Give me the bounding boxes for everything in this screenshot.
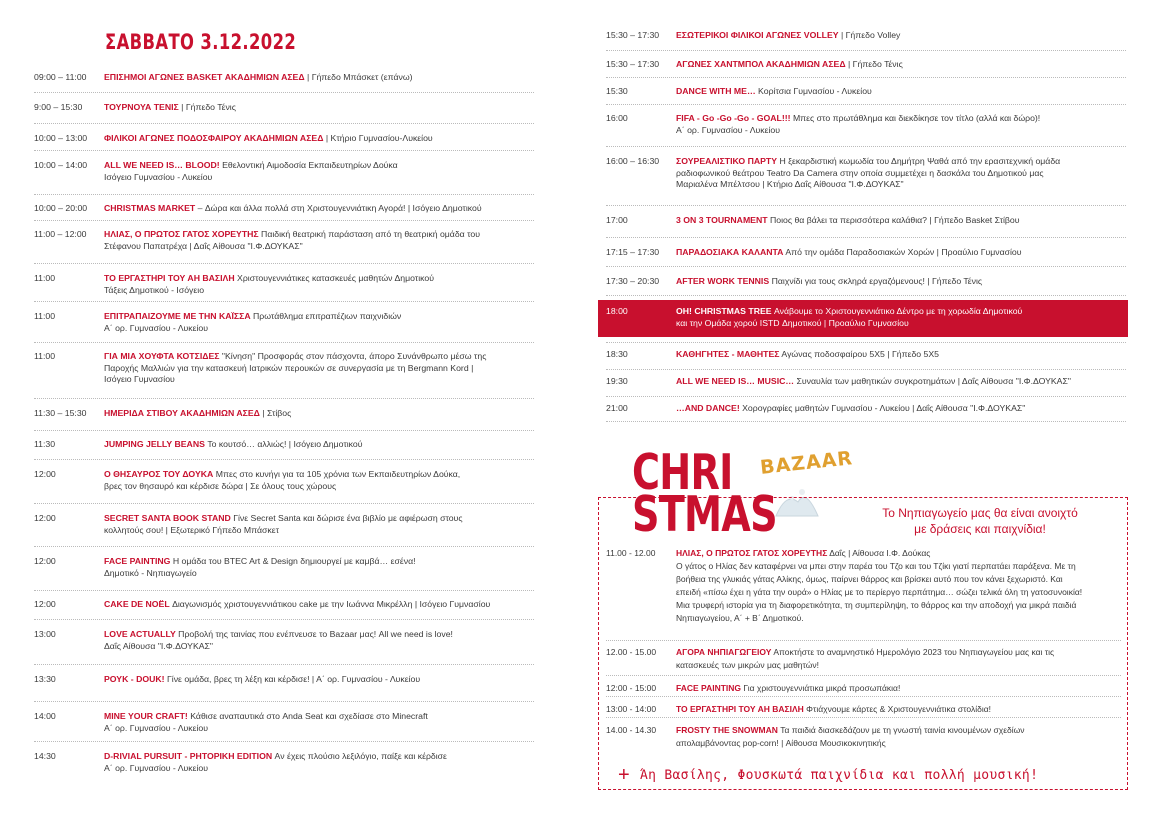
- event-detail: επειδή «πίσω έχει η γάτα την ουρά» ο Ηλίας με το περίεργο περπάτημα… σώζει τελικά όλη τη γατοσυνοικία!: [676, 587, 1083, 597]
- event-body: [104, 311, 401, 334]
- row-separator: [606, 717, 1121, 718]
- event-time: 16:00: [606, 113, 628, 123]
- event-detail: βρες τον θησαυρό και κέρδισε δώρα | Σε όλους τους χώρους: [104, 480, 337, 491]
- row-separator: [34, 741, 534, 742]
- event-desc: | Γήπεδο Μπάσκετ (επάνω): [304, 72, 413, 82]
- event-time: 14:30: [34, 751, 56, 761]
- event-desc: Γίνε ομάδα, βρες τη λέξη και κέρδισε! | Α΄ ορ. Γυμνασίου - Λυκείου: [164, 674, 421, 684]
- event-body: [676, 724, 1025, 750]
- row-separator: [606, 421, 1126, 422]
- event-desc: Αποκτήστε το αναμνηστικό Ημερολόγιο 2023 του Νηπιαγωγείου μας και τις: [771, 647, 1055, 657]
- event-line: [676, 682, 900, 695]
- event-time: 15:30 – 17:30: [606, 59, 660, 69]
- event-line: [676, 86, 872, 98]
- row-separator: [34, 664, 534, 665]
- row-separator: [606, 237, 1126, 238]
- event-detail: Μαριαλένα Μπέλτσου | Κτήριο Δαΐς Αίθουσα "Ι.Φ.ΔΟΥΚΑΣ": [676, 179, 904, 189]
- event-title: ΗΛΙΑΣ, Ο ΠΡΩΤΟΣ ΓΑΤΟΣ ΧΟΡΕΥΤΗΣ: [676, 548, 828, 558]
- event-desc: – Δώρα και άλλα πολλά στη Χριστουγεννιάτικη Αγορά! | Ισόγειο Δημοτικού: [195, 203, 482, 213]
- event-title: ΤΟΥΡΝΟΥΑ ΤΕΝΙΣ: [104, 102, 179, 112]
- event-time: 17:15 – 17:30: [606, 247, 660, 257]
- event-line: [676, 376, 1071, 388]
- row-separator: [606, 675, 1121, 676]
- event-body: [104, 273, 434, 296]
- event-line: [676, 59, 903, 71]
- event-title: ΕΠΙΤΡΑΠΑΙΖΟΥΜΕ ΜΕ ΤΗΝ ΚΑΪΣΣΑ: [104, 311, 251, 321]
- event-detail: Ισόγειο Γυμνασίου - Λυκείου: [104, 171, 213, 182]
- event-desc: Για χριστουγεννιάτικα μικρά προσωπάκια!: [741, 683, 901, 693]
- event-desc: Ανάβουμε το Χριστουγεννιάτικο Δέντρο με τη χορωδία Δημοτικού: [771, 306, 1023, 316]
- event-desc: | Στίβος: [259, 408, 292, 418]
- christmas-logo-chri: CHRI: [632, 444, 733, 501]
- row-separator: [34, 430, 534, 431]
- row-separator: [34, 342, 534, 343]
- event-body: [676, 215, 1020, 227]
- row-separator: [34, 123, 534, 124]
- event-line: [676, 276, 982, 288]
- event-title: AFTER WORK TENNIS: [676, 276, 770, 286]
- row-separator: [606, 146, 1126, 147]
- event-line: [104, 556, 416, 568]
- event-time: 14.00 - 14.30: [606, 725, 657, 735]
- event-body: [676, 403, 1025, 415]
- event-title: ΠΑΡΑΔΟΣΙΑΚΑ ΚΑΛΑΝΤΑ: [676, 247, 784, 257]
- event-title: D-RIVIAL PURSUIT - ΡΗΤΟΡΙΚΗ EDITION: [104, 751, 273, 761]
- event-time: 12:00: [34, 513, 56, 523]
- event-detail: Α΄ ορ. Γυμνασίου - Λυκείου: [104, 722, 209, 733]
- row-separator: [606, 342, 1126, 343]
- row-separator: [606, 640, 1121, 641]
- event-desc: Πρωτάθλημα επιτραπέζιων παιχνιδιών: [250, 311, 402, 321]
- event-line: [104, 102, 236, 114]
- event-title: MINE YOUR CRAFT!: [104, 711, 188, 721]
- event-line: [676, 306, 1022, 318]
- event-line: [104, 599, 490, 611]
- event-line: [676, 724, 1025, 737]
- event-time: 15:30 – 17:30: [606, 30, 660, 40]
- event-line: [676, 247, 1021, 259]
- event-line: [676, 349, 939, 361]
- kindergarten-footer-text: Άη Βασίλης, Φουσκωτά παιχνίδια και πολλή μουσική!: [639, 768, 1039, 783]
- event-desc: Τα παιδιά διασκεδάζουν με τη γνωστή ταινία κινουμένων σχεδίων: [777, 725, 1025, 735]
- event-body: [104, 629, 453, 652]
- row-separator: [34, 590, 534, 591]
- event-detail: κολλητούς σου! | Εξωτερικό Γήπεδο Μπάσκετ: [104, 524, 280, 535]
- event-time: 11:30: [34, 439, 56, 449]
- event-detail: ραδιοφωνικού θεάτρου Teatro Da Camera στην οποία συμμετέχει η δασκάλα του Δημοτικού μας: [676, 167, 1044, 178]
- event-body: [104, 751, 447, 774]
- event-title: ΡΟΥΚ - DOUK!: [104, 674, 165, 684]
- event-line: [104, 439, 363, 451]
- row-separator: [606, 50, 1126, 51]
- event-title: JUMPING JELLY BEANS: [104, 439, 205, 449]
- event-desc: | Γήπεδο Volley: [838, 30, 901, 40]
- event-body: [104, 351, 486, 386]
- event-detail: Νηπιαγωγείου, Α΄ + Β΄ Δημοτικού.: [676, 613, 804, 623]
- event-time: 11:30 – 15:30: [34, 408, 87, 418]
- event-desc: Χριστουγεννιάτικες κατασκευές μαθητών Δημοτικού: [234, 273, 434, 283]
- event-desc: Γίνε Secret Santa και δώρισε ένα βιβλίο με αφιέρωση στους: [230, 513, 463, 523]
- event-title: ΗΛΙΑΣ, Ο ΠΡΩΤΟΣ ΓΑΤΟΣ ΧΟΡΕΥΤΗΣ: [104, 229, 259, 239]
- event-body: [104, 556, 416, 579]
- event-desc: Διαγωνισμός χριστουγεννιάτικου cake με την Ιωάννα Μικρέλλη | Ισόγειο Γυμνασίου: [169, 599, 491, 609]
- event-time: 9:00 – 15:30: [34, 102, 83, 112]
- event-title: ΤΟ ΕΡΓΑΣΤΗΡΙ ΤΟΥ ΑΗ ΒΑΣΙΛΗ: [676, 704, 804, 714]
- row-separator: [34, 619, 534, 620]
- event-line: [104, 751, 447, 763]
- event-line: [676, 403, 1025, 415]
- event-time: 18:30: [606, 349, 628, 359]
- row-separator: [606, 266, 1126, 267]
- event-title: ΗΜΕΡΙΔΑ ΣΤΙΒΟΥ ΑΚΑΔΗΜΙΩΝ ΑΣΕΔ: [104, 408, 260, 418]
- event-title: ALL WE NEED IS… BLOOD!: [104, 160, 220, 170]
- event-time: 10:00 – 20:00: [34, 203, 88, 213]
- event-time: 18:00: [606, 306, 628, 316]
- event-title: FROSTY THE SNOWMAN: [676, 725, 778, 735]
- event-time: 19:30: [606, 376, 628, 386]
- event-desc: Η ομάδα του BTEC Art & Design δημιουργεί με καμβά… εσένα!: [170, 556, 416, 566]
- row-separator: [606, 205, 1126, 206]
- event-title: DANCE WITH ME…: [676, 86, 756, 96]
- event-body: [676, 306, 1022, 329]
- row-separator: [34, 503, 534, 504]
- event-body: [676, 682, 900, 695]
- event-desc: Παιχνίδι για τους σκληρά εργαζόμενους! | Γήπεδο Τένις: [769, 276, 983, 286]
- event-body: [104, 203, 482, 215]
- event-desc: Χορογραφίες μαθητών Γυμνασίου - Λυκείου | Δαΐς Αίθουσα "Ι.Φ.ΔΟΥΚΑΣ": [739, 403, 1026, 413]
- event-desc: Δαΐς | Αίθουσα Ι.Φ. Δούκας: [827, 548, 931, 558]
- event-time: 14:00: [34, 711, 56, 721]
- event-title: SECRET SANTA BOOK STAND: [104, 513, 231, 523]
- event-body: [676, 30, 900, 42]
- event-desc: Το κουτσό… αλλιώς! | Ισόγειο Δημοτικού: [204, 439, 363, 449]
- event-time: 16:00 – 16:30: [606, 156, 660, 166]
- event-desc: Από την ομάδα Παραδοσιακών Χορών | Προαύλιο Γυμνασίου: [783, 247, 1022, 257]
- event-detail: Α΄ ορ. Γυμνασίου - Λυκείου: [104, 322, 209, 333]
- row-separator: [606, 369, 1126, 370]
- row-separator: [606, 77, 1126, 78]
- highlight-event: [598, 300, 1128, 337]
- row-separator: [34, 701, 534, 702]
- event-time: 12:00: [34, 469, 56, 479]
- event-detail: Παροχής Μαλλιών για την κατασκευή Ιατρικών περουκών σε συνεργασία με τη Bergmann Kord |: [104, 362, 474, 373]
- event-line: [676, 215, 1020, 227]
- event-body: [676, 349, 939, 361]
- kindergarten-heading: [845, 505, 1115, 537]
- event-detail: και την Ομάδα χορού ISTD Δημοτικού | Προαύλιο Γυμνασίου: [676, 317, 909, 328]
- event-body: [104, 439, 363, 451]
- event-line: [104, 408, 291, 420]
- event-desc: Μπες στο πρωτάθλημα και διεκδίκησε τον τίτλο (αλλά και δώρο)!: [790, 113, 1041, 123]
- event-detail: Ισόγειο Γυμνασίου: [104, 374, 175, 384]
- kindergarten-footer: [618, 764, 1038, 787]
- event-body: [104, 102, 236, 114]
- event-line: [104, 513, 463, 525]
- event-title: ΓΙΑ ΜΙΑ ΧΟΥΦΤΑ ΚΟΤΣΙΔΕΣ: [104, 351, 220, 361]
- event-time: 09:00 – 11:00: [34, 72, 87, 82]
- event-time: 10:00 – 14:00: [34, 160, 88, 170]
- event-body: [104, 160, 398, 183]
- event-body: [676, 376, 1071, 388]
- event-body: [104, 229, 480, 252]
- event-line: [676, 156, 1060, 168]
- event-title: ΣΟΥΡΕΑΛΙΣΤΙΚΟ ΠΑΡΤΥ: [676, 156, 778, 166]
- event-body: [676, 703, 991, 716]
- event-line: [104, 351, 486, 363]
- event-body: [676, 646, 1054, 672]
- event-detail: βοήθεια της γλυκιάς γάτας Αλίκης, όμως, παίρνει θάρρος και βρίσκει αυτό που τον κάνει ξεχωριστό. Και: [676, 574, 1063, 584]
- event-title: …AND DANCE!: [676, 403, 740, 413]
- row-separator: [34, 220, 534, 221]
- event-line: [104, 674, 420, 686]
- event-time: 12.00 - 15.00: [606, 647, 657, 657]
- row-separator: [34, 459, 534, 460]
- event-time: 21:00: [606, 403, 628, 413]
- bazaar-logo-text: BAZAAR: [759, 447, 854, 479]
- plus-icon: +: [618, 764, 630, 786]
- event-desc: Εθελοντική Αιμοδοσία Εκπαιδευτηρίων Δούκα: [219, 160, 398, 170]
- event-title: ΑΓΩΝΕΣ ΧΑΝΤΜΠΟΛ ΑΚΑΔΗΜΙΩΝ ΑΣΕΔ: [676, 59, 846, 69]
- event-desc: Προβολή της ταινίας που ενέπνευσε το Bazaar μας! All we need is love!: [175, 629, 453, 639]
- event-title: CAKE DE NOËL: [104, 599, 170, 609]
- event-title: LOVE ACTUALLY: [104, 629, 176, 639]
- event-body: [676, 547, 1082, 625]
- event-body: [104, 513, 463, 536]
- event-line: [104, 273, 434, 285]
- event-time: 11:00: [34, 311, 56, 321]
- event-line: [676, 30, 900, 42]
- event-desc: Μπες στο κυνήγι για τα 105 χρόνια των Εκπαιδευτηρίων Δούκα,: [213, 469, 461, 479]
- event-desc: Ποιος θα βάλει τα περισσότερα καλάθια? | Γήπεδο Basket Στίβου: [767, 215, 1020, 225]
- event-desc: Συναυλία των μαθητικών συγκροτημάτων | Δαΐς Αίθουσα "Ι.Φ.ΔΟΥΚΑΣ": [794, 376, 1071, 386]
- row-separator: [34, 263, 534, 264]
- event-desc: Η ξεκαρδιστική κωμωδία του Δημήτρη Ψαθά από την ερασιτεχνική ομάδα: [777, 156, 1061, 166]
- event-body: [676, 86, 872, 98]
- event-line: [104, 629, 453, 641]
- event-time: 13:00: [34, 629, 56, 639]
- event-time: 10:00 – 13:00: [34, 133, 88, 143]
- event-body: [104, 469, 460, 492]
- event-desc: Παιδική θεατρική παράσταση από τη θεατρική ομάδα του: [258, 229, 480, 239]
- row-separator: [606, 104, 1126, 105]
- event-detail: Α΄ ορ. Γυμνασίου - Λυκείου: [676, 124, 781, 135]
- event-time: 12:00: [34, 599, 56, 609]
- event-time: 17:30 – 20:30: [606, 276, 660, 286]
- event-detail: Μια τρυφερή ιστορία για τη διαφορετικότητα, τη συμπερίληψη, το θάρρος και την αποδοχή για μικρά παιδιά: [676, 600, 1077, 610]
- page-title: ΣΑΒΒΑΤΟ 3.12.2022: [105, 30, 297, 54]
- event-line: [104, 72, 413, 84]
- event-line: [676, 703, 991, 716]
- event-detail: κατασκευές των μικρών μας μαθητών!: [676, 660, 820, 670]
- event-desc: Κορίτσια Γυμνασίου - Λυκείου: [755, 86, 872, 96]
- event-detail: Τάξεις Δημοτικού - Ισόγειο: [104, 284, 205, 295]
- event-line: [104, 469, 460, 481]
- event-line: [676, 646, 1054, 659]
- event-time: 12:00 - 15:00: [606, 683, 657, 693]
- event-body: [104, 408, 291, 420]
- row-separator: [606, 295, 1126, 296]
- christmas-logo-stmas: STMAS: [632, 486, 777, 543]
- event-time: 11:00 – 12:00: [34, 229, 87, 239]
- event-detail: Ο γάτος ο Ηλίας δεν καταφέρνει να μπει στην παρέα του Τζο και του Τζίκι γιατί περπατάει παράξενα. Με τη: [676, 561, 1076, 571]
- row-separator: [34, 92, 534, 93]
- event-desc: | Κτήριο Γυμνασίου-Λυκείου: [323, 133, 433, 143]
- event-title: ΑΓΟΡΑ ΝΗΠΙΑΓΩΓΕΙΟΥ: [676, 647, 772, 657]
- event-title: ΤΟ ΕΡΓΑΣΤΗΡΙ ΤΟΥ ΑΗ ΒΑΣΙΛΗ: [104, 273, 235, 283]
- kindergarten-heading-line2: με δράσεις και παιχνίδια!: [914, 522, 1046, 536]
- event-title: Ο ΘΗΣΑΥΡΟΣ ΤΟΥ ΔΟΥΚΑ: [104, 469, 214, 479]
- row-separator: [34, 546, 534, 547]
- event-title: 3 ON 3 TOURNAMENT: [676, 215, 768, 225]
- row-separator: [606, 396, 1126, 397]
- row-separator: [606, 696, 1121, 697]
- event-detail: απολαμβάνοντας pop-corn! | Αίθουσα Μουσικοκινητικής: [676, 738, 886, 748]
- event-title: OH! CHRISTMAS TREE: [676, 306, 772, 316]
- event-desc: Κάθισε αναπαυτικά στο Anda Seat και σχεδίασε στο Minecraft: [187, 711, 428, 721]
- event-body: [676, 247, 1021, 259]
- event-body: [104, 599, 490, 611]
- event-body: [676, 113, 1040, 136]
- event-line: [676, 113, 1040, 125]
- event-time: 11:00: [34, 351, 56, 361]
- row-separator: [34, 301, 534, 302]
- event-line: [104, 203, 482, 215]
- event-detail: Δημοτικό - Νηπιαγωγείο: [104, 567, 197, 578]
- event-detail: Δαΐς Αίθουσα "Ι.Φ.ΔΟΥΚΑΣ": [104, 640, 214, 651]
- event-desc: Φτιάχνουμε κάρτες & Χριστουγεννιάτικα στολίδια!: [803, 704, 992, 714]
- event-body: [104, 72, 413, 84]
- event-time: 13:30: [34, 674, 56, 684]
- event-line: [676, 547, 1082, 560]
- event-title: ΚΑΘΗΓΗΤΕΣ - ΜΑΘΗΤΕΣ: [676, 349, 780, 359]
- event-title: FIFA - Go -Go -Go - GOAL!!!: [676, 113, 791, 123]
- event-title: FACE PAINTING: [104, 556, 171, 566]
- row-separator: [34, 194, 534, 195]
- event-time: 11:00: [34, 273, 56, 283]
- event-desc: Αγώνας ποδοσφαίρου 5Χ5 | Γήπεδο 5Χ5: [779, 349, 939, 359]
- event-title: ΦΙΛΙΚΟΙ ΑΓΩΝΕΣ ΠΟΔΟΣΦΑΙΡΟΥ ΑΚΑΔΗΜΙΩΝ ΑΣΕΔ: [104, 133, 324, 143]
- event-line: [104, 711, 428, 723]
- kindergarten-heading-line1: Το Νηπιαγωγείο μας θα είναι ανοιχτό: [882, 506, 1078, 520]
- event-title: ΕΠΙΣΗΜΟΙ ΑΓΩΝΕΣ BASKET ΑΚΑΔΗΜΙΩΝ ΑΣΕΔ: [104, 72, 305, 82]
- event-body: [104, 711, 428, 734]
- event-body: [676, 156, 1060, 191]
- event-body: [104, 674, 420, 686]
- event-time: 17:00: [606, 215, 628, 225]
- event-title: ΕΣΩΤΕΡΙΚΟΙ ΦΙΛΙΚΟΙ ΑΓΩΝΕΣ VOLLEY: [676, 30, 839, 40]
- event-desc: "Κίνηση" Προσφοράς στον πάσχοντα, άπορο Συνάνθρωπο μέσω της: [219, 351, 487, 361]
- event-line: [104, 311, 401, 323]
- event-time: 13:00 - 14:00: [606, 704, 657, 714]
- event-body: [676, 276, 982, 288]
- event-body: [676, 59, 903, 71]
- event-desc: | Γήπεδο Τένις: [178, 102, 236, 112]
- event-title: ALL WE NEED IS… MUSIC…: [676, 376, 795, 386]
- event-body: [104, 133, 433, 145]
- event-desc: | Γήπεδο Τένις: [845, 59, 903, 69]
- event-detail: Στέφανου Παπατρέχα | Δαΐς Αίθουσα "Ι.Φ.ΔΟΥΚΑΣ": [104, 240, 303, 251]
- row-separator: [34, 150, 534, 151]
- event-line: [104, 160, 398, 172]
- event-time: 11.00 - 12.00: [606, 548, 656, 558]
- event-desc: Αν έχεις πλούσιο λεξιλόγιο, παίξε και κέρδισε: [272, 751, 447, 761]
- event-line: [104, 133, 433, 145]
- event-title: FACE PAINTING: [676, 683, 742, 693]
- event-time: 15:30: [606, 86, 628, 96]
- event-title: CHRISTMAS MARKET: [104, 203, 196, 213]
- row-separator: [34, 398, 534, 399]
- event-time: 12:00: [34, 556, 56, 566]
- event-line: [104, 229, 480, 241]
- event-detail: Α΄ ορ. Γυμνασίου - Λυκείου: [104, 762, 209, 773]
